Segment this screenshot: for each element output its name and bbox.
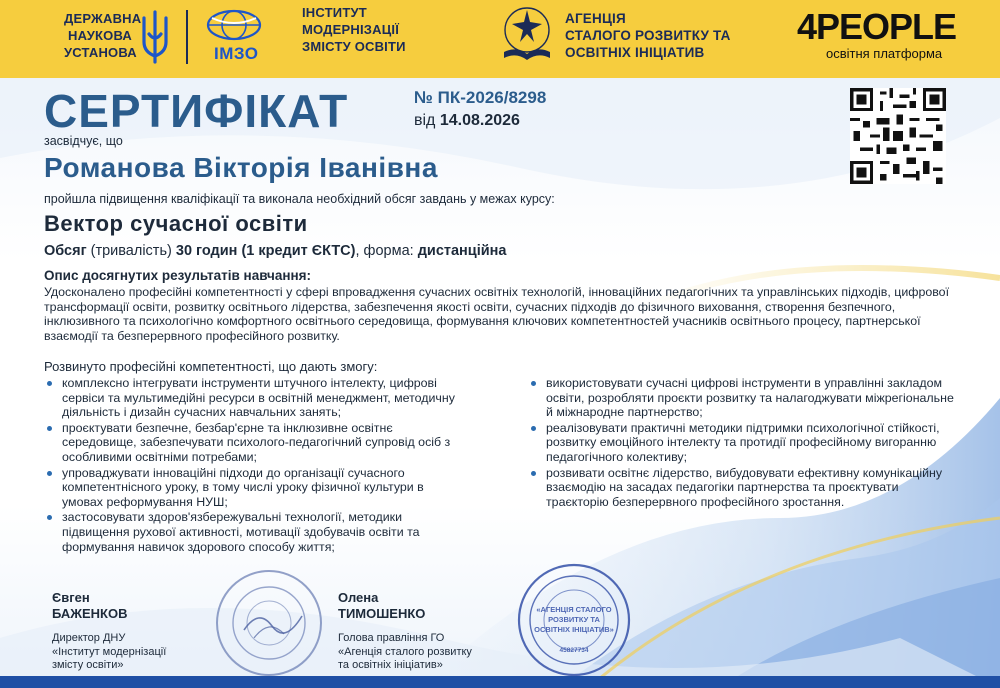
signatory-left-role: Директор ДНУ «Інститут модернізації змісту освіти» [52,632,167,671]
svg-text:ОСВІТНІХ ІНІЦІАТИВ»: ОСВІТНІХ ІНІЦІАТИВ» [534,625,614,634]
list-item: проєктувати безпечне, безбар'єрне та інклюзивне освітнє середовище, забезпечувати психолого-педагогічний супровід осіб з особливими освітніми потребами; [44,421,464,465]
qr-code-icon [850,88,946,184]
certifies-text: засвідчує, що [44,134,123,148]
list-item: реалізовувати практичні методики підтримки психологічної стійкості, розвитку емоційного інтелекту та протидії професійному вигоранню педагогічного колективу; [528,421,954,465]
platform-logo: 4PEOPLE [797,6,957,47]
header-divider [186,10,188,64]
org3-title: АГЕНЦІЯ СТАЛОГО РОЗВИТКУ ТА ОСВІТНІХ ІНІЦІАТИВ [565,11,731,60]
completed-text: пройшла підвищення кваліфікації та виконала необхідний обсяг завдань у межах курсу: [44,192,555,206]
stamp-left-icon [214,568,324,678]
course-title: Вектор сучасної освіти [44,211,308,236]
recipient-name: Романова Вікторія Іванівна [44,152,438,183]
signatory-right-role: Голова правління ГО «Агенція сталого розвитку та освітніх ініціатив» [338,632,472,671]
svg-text:«АГЕНЦІЯ СТАЛОГО: «АГЕНЦІЯ СТАЛОГО [536,605,612,614]
signatory-right-name: Олена ТИМОШЕНКО [338,590,426,621]
certificate-number: № ПК-2026/8298 [414,88,547,107]
platform-subtitle: освітня платформа [826,46,943,61]
globe-logo-icon [206,6,262,44]
list-item: використовувати сучасні цифрові інструменти в управлінні закладом освіти, розробляти проєкти розвитку та налагоджувати міжрегіональне й міжнародне партнерство; [528,376,954,420]
signatory-left-name: Євген БАЖЕНКОВ [52,590,128,621]
svg-text:РОЗВИТКУ ТА: РОЗВИТКУ ТА [548,615,600,624]
bottom-strip [0,676,1000,688]
org2-title: ІНСТИТУТ МОДЕРНІЗАЦІЇ ЗМІСТУ ОСВІТИ [302,5,406,54]
competencies-right-list [528,376,954,510]
course-volume: Обсяг (тривалість) 30 годин (1 кредит ЄКТС), форма: дистанційна [44,243,507,259]
imzo-logo-text: ІМЗО [214,44,259,63]
list-item: упроваджувати інноваційні підходи до організації сучасного компетентнісного уроку, в тому числі уроку фізичної культури в умовах реформування НУШ; [44,466,464,510]
list-item: розвивати освітнє лідерство, вибудовувати ефективну комунікаційну взаємодію на засадах педагогіки партнерства та проєктувати траєкторію безперервного професійного зростання. [528,466,954,510]
book-star-logo-icon [496,2,558,66]
certificate-title: СЕРТИФІКАТ [44,85,349,137]
certificate-date: від 14.08.2026 [414,112,520,129]
header-band [0,0,1000,78]
outcomes-title: Опис досягнутих результатів навчання: [44,268,312,283]
competencies-left-list [44,376,464,555]
org1-title: ДЕРЖАВНА НАУКОВА УСТАНОВА [64,11,142,60]
svg-text:45827734: 45827734 [559,647,589,654]
list-item: застосовувати здоров'язбережувальні технології, методики підвищення рухової активності, мотивації здобувачів освіти та формування навичок здорового способу життя; [44,510,464,554]
stamp-right-icon [516,562,632,678]
list-item: комплексно інтегрувати інструменти штучного інтелекту, цифрові сервіси та мультимедійні ресурси в освітній менеджмент, методичну діяльність і дизайн сучасних навчальних занять; [44,376,464,420]
competencies-title: Розвинуто професійні компетентності, що дають змогу: [44,359,378,374]
outcomes-text: Удосконалено професійні компетентності у сфері впровадження сучасних освітніх технологій, інноваційних педагогічних та управлінських підходів, цифрової трансформації освіти, розвитку освітнього лідерства, забезпечення якості освіти, сучасних підходів до фізичного виховання, створення безпечного, інклюзивного та психологічно комфортного освітнього середовища, формування ключових компетентностей учасників освітнього процесу, партнерської взаємодії та безперервного професійного розвитку. [44,285,950,343]
trident-icon [138,8,172,64]
